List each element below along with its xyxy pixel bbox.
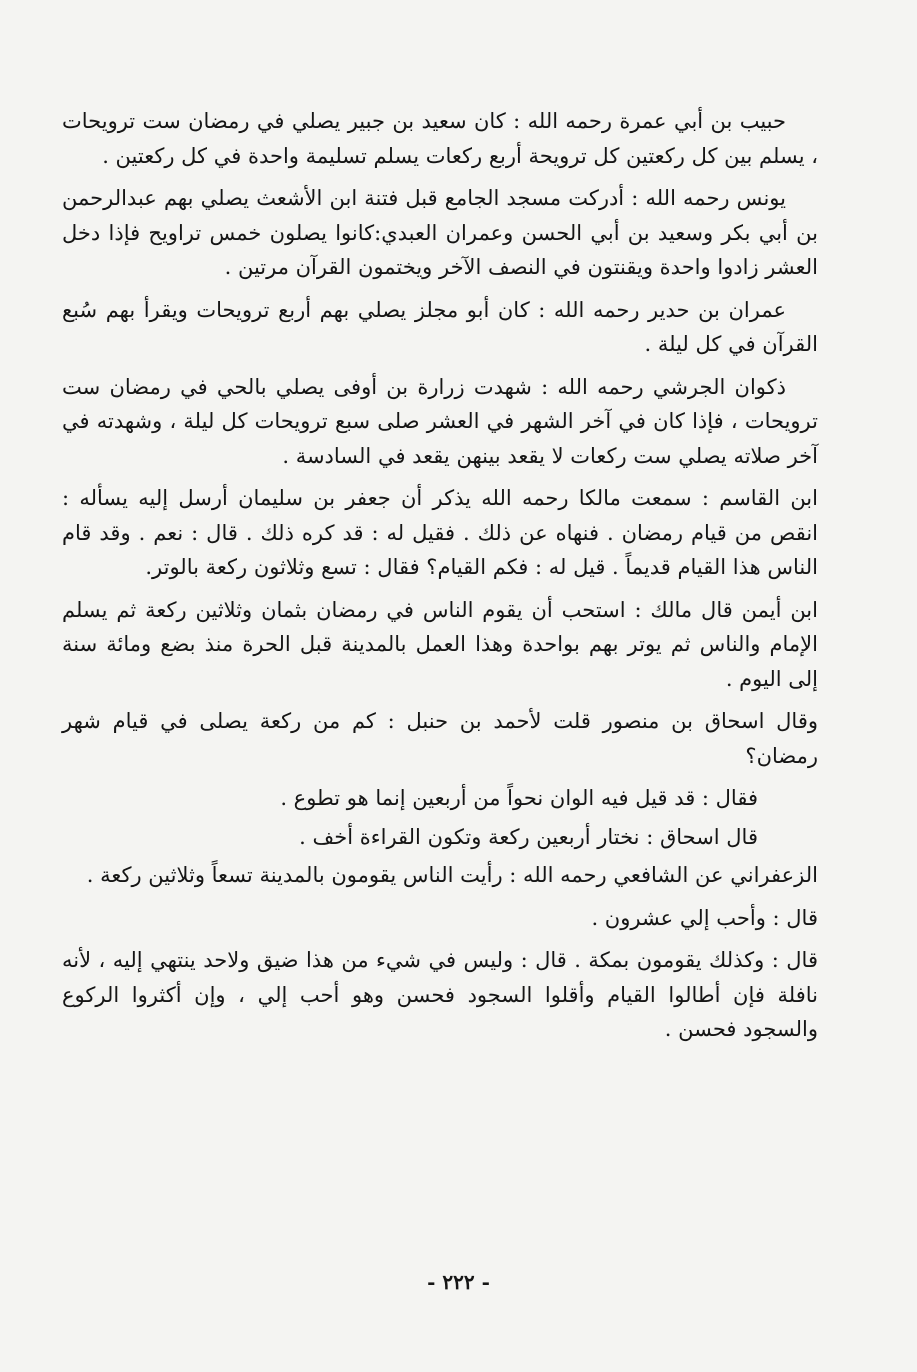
paragraph-shafii-makkah: قال : وكذلك يقومون بمكة . قال : وليس في شيء من هذا ضيق ولاحد ينتهي إليه ، لأنه نافلة فإن أطالوا القيام وأقلوا السجود فحسن وهو أحب إلي ، وإن أكثروا الركوع والسجود فحسن .: [62, 948, 818, 1041]
paragraph-ishaq-question: وقال اسحاق بن منصور قلت لأحمد بن حنبل : كم من ركعة يصلى في قيام شهر رمضان؟: [62, 709, 818, 768]
paragraph-shafii-twenty: قال : وأحب إلي عشرون .: [591, 905, 818, 930]
paragraph-ahmad-answer: فقال : قد قيل فيه الوان نحواً من أربعين إنما هو تطوع .: [280, 786, 758, 810]
body-text: [62, 104, 818, 1055]
paragraph-ibn-alqasim: ابن القاسم : سمعت مالكا رحمه الله يذكر أن جعفر بن سليمان أرسل إليه يسأله : انقص من قيام رمضان . فنهاه عن ذلك . فقيل له : قد كره ذلك . قال : نعم . وقد قام الناس هذا القيام قديماً . قيل له : فكم القيام؟ فقال : تسع وثلاثون ركعة بالوتر.: [62, 486, 818, 579]
paragraph-imran: عمران بن حدير رحمه الله : كان أبو مجلز يصلي بهم أربع ترويحات ويقرأ بهم سُبع القرآن في كل ليلة .: [62, 297, 818, 356]
paragraph-habib: حبيب بن أبي عمرة رحمه الله : كان سعيد بن جبير يصلي في رمضان ست ترويحات ، يسلم بين كل ركعتين كل ترويحة أربع ركعات يسلم تسليمة واحدة في كل ركعتين .: [62, 109, 818, 168]
paragraph-ishaq-choice: قال اسحاق : نختار أربعين ركعة وتكون القراءة أخف .: [299, 824, 758, 849]
paragraph-yunus: يونس رحمه الله : أدركت مسجد الجامع قبل فتنة ابن الأشعث يصلي بهم عبدالرحمن بن أبي بكر وسعيد بن أبي الحسن وعمران العبدي:كانوا يصلون خمس تراويح فإذا دخل العشر زادوا واحدة ويقنتون في النصف الآخر ويختمون القرآن مرتين .: [62, 186, 818, 279]
page-number: - ٢٢٢ -: [427, 1270, 490, 1294]
paragraph-dhakwan: ذكوان الجرشي رحمه الله : شهدت زرارة بن أوفى يصلي بالحي في رمضان ست ترويحات ، فإذا كان في آخر الشهر في العشر صلى سبع ترويحات كل ليلة ، وشهدته في آخر صلاته يصلي ست ركعات لا يقعد بينهن يقعد في السادسة .: [62, 374, 818, 468]
paragraph-ibn-ayman: ابن أيمن قال مالك : استحب أن يقوم الناس في رمضان بثمان وثلاثين ركعة ثم يسلم الإمام والناس ثم يوتر بهم بواحدة وهذا العمل بالمدينة قبل الحرة منذ بضع ومائة سنة إلى اليوم .: [62, 597, 818, 691]
paragraph-zafarani: الزعفراني عن الشافعي رحمه الله : رأيت الناس يقومون بالمدينة تسعاً وثلاثين ركعة .: [86, 863, 818, 887]
